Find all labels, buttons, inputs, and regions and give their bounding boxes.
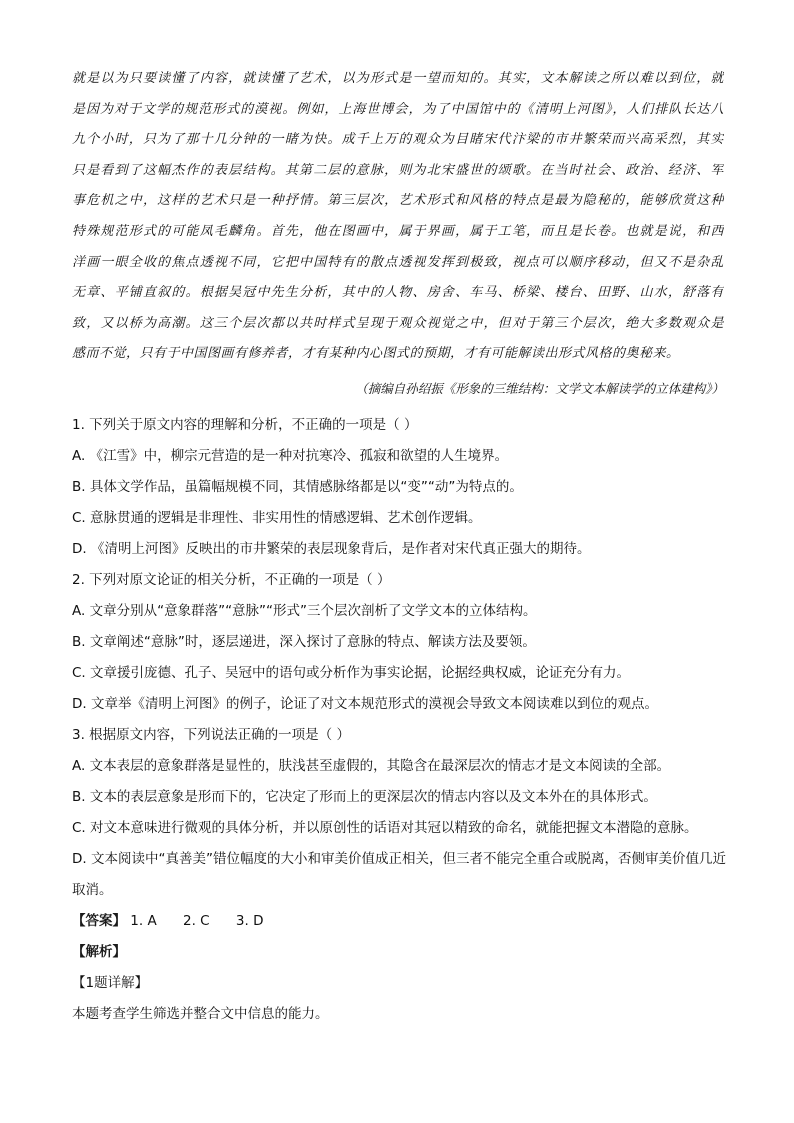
answer-label: 【答案】 [72,913,126,929]
passage-line: 致，又以桥为高潮。这三个层次都以共时样式呈现于观众视觉之中，但对于第三个层次，绝大多数观众是 [72,315,724,331]
answer-section [72,906,732,1030]
question-list [72,410,732,906]
option-d: D. 文本阅读中“真善美”错位幅度的大小和审美价值成正相关，但三者不能完全重合或脱离，否侧审美价值几近取消。 [72,851,726,898]
option-d: D. 文章举《清明上河图》的例子，论证了对文本规范形式的漠视会导致文本阅读难以到位的观点。 [72,696,658,712]
passage-line: 九个小时，只为了那十几分钟的一睹为快。成千上万的观众为目睹宋代汴梁的市井繁荣而兴高采烈，其实 [72,132,724,148]
passage-source: （摘编自孙绍振《形象的三维结构：文学文本解读学的立体建构》） [355,381,724,396]
reading-passage [72,64,724,370]
option-b: B. 文本的表层意象是形而下的，它决定了形而上的更深层次的情志内容以及文本外在的具体形式。 [72,789,657,805]
option-a: A. 《江雪》中，柳宗元营造的是一种对抗寒冷、孤寂和欲望的人生境界。 [72,448,509,464]
option-c: C. 对文本意味进行微观的具体分析，并以原创性的话语对其冠以精致的命名，就能把握文本潜隐的意脉。 [72,820,698,836]
sub-question-label: 【1题详解】 [72,975,149,991]
option-b: B. 具体文学作品，虽篇幅规模不同，其情感脉络都是以“变”“动”为特点的。 [72,479,523,495]
passage-line: 无章、平铺直叙的。根据吴冠中先生分析，其中的人物、房舍、车马、桥梁、楼台、田野、山水，舒落有 [72,285,724,301]
answer-item: 1. A [130,913,157,929]
passage-line: 是因为对于文学的规范形式的漠视。例如，上海世博会，为了中国馆中的《清明上河图》，人们排队长达八 [72,101,724,117]
question-stem: 3. 根据原文内容，下列说法正确的一项是（ ） [72,727,350,743]
passage-line: 感而不觉，只有于中国图画有修养者，才有某种内心图式的预期，才有可能解读出形式风格的奥秘来。 [72,346,680,362]
question-stem: 1. 下列关于原文内容的理解和分析，不正确的一项是（ ） [72,417,418,433]
option-a: A. 文本表层的意象群落是显性的，肤浅甚至虚假的，其隐含在最深层次的情志才是文本阅读的全部。 [72,758,671,774]
option-a: A. 文章分别从“意象群落”“意脉”“形式”三个层次剖析了文学文本的立体结构。 [72,603,537,619]
passage-line: 就是以为只要读懂了内容，就读懂了艺术，以为形式是一望而知的。其实，文本解读之所以难以到位，就 [72,71,724,86]
answer-item: 2. C [183,913,210,929]
passage-line: 只是看到了这幅杰作的表层结构。其第二层的意脉，则为北宋盛世的颂歌。在当时社会、政治、经济、军 [72,162,724,178]
option-c: C. 意脉贯通的逻辑是非理性、非实用性的情感逻辑、艺术创作逻辑。 [72,510,482,526]
passage-line: 事危机之中，这样的艺术只是一种抒情。第三层次，艺术形式和风格的特点是最为隐秘的，能够欣赏这种 [72,193,724,209]
question-stem: 2. 下列对原文论证的相关分析，不正确的一项是（ ） [72,572,391,588]
option-d: D. 《清明上河图》反映出的市井繁荣的表层现象背后，是作者对宋代真正强大的期待。 [72,541,591,557]
passage-line: 特殊规范形式的可能凤毛麟角。首先，他在图画中，属于界画，属于工笔，而且是长卷。也就是说，和西 [72,223,724,239]
analysis-label: 【解析】 [72,944,126,960]
option-c: C. 文章援引庞德、孔子、吴冠中的语句或分析作为事实论据，论据经典权威，论证充分有力。 [72,665,631,681]
passage-line: 洋画一眼全收的焦点透视不同，它把中国特有的散点透视发挥到极致，视点可以顺序移动，但又不是杂乱 [72,254,724,270]
answer-line [72,906,732,937]
option-b: B. 文章阐述“意脉”时，逐层递进，深入探讨了意脉的特点、解读方法及要领。 [72,634,536,650]
analysis-text: 本题考查学生筛选并整合文中信息的能力。 [72,1006,329,1022]
answer-item: 3. D [235,913,264,929]
